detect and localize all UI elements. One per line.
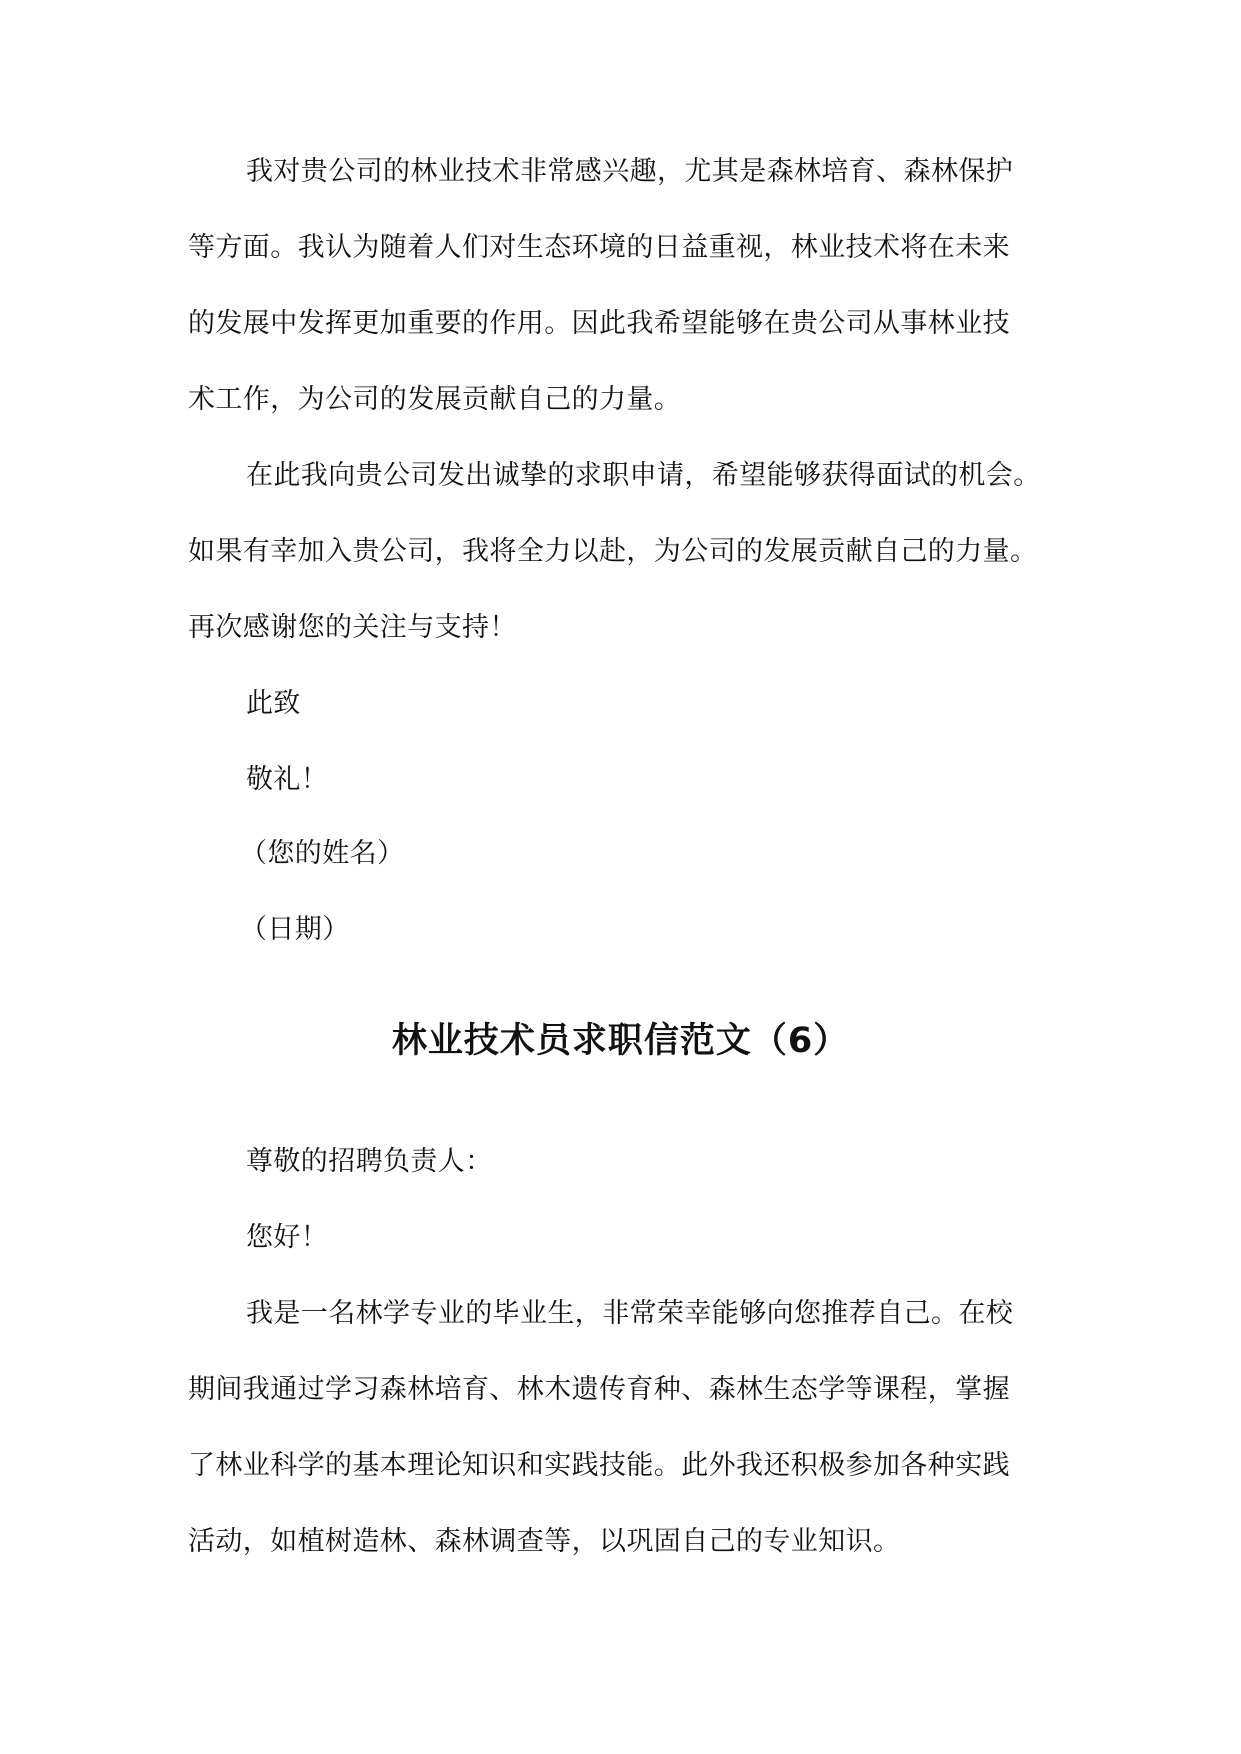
closing-line: 此致: [246, 688, 301, 719]
paragraph-line: 等方面。我认为随着人们对生态环境的日益重视，林业技术将在未来: [188, 232, 1010, 263]
paragraph-line: 了林业科学的基本理论知识和实践技能。此外我还积极参加各种实践: [188, 1450, 1010, 1481]
closing-regards: 敬礼！: [246, 764, 329, 795]
paragraph-line: 期间我通过学习森林培育、林木遗传育种、森林生态学等课程，掌握: [188, 1374, 1010, 1405]
paragraph-line: 再次感谢您的关注与支持！: [188, 612, 517, 643]
paragraph-line: 如果有幸加入贵公司，我将全力以赴，为公司的发展贡献自己的力量。: [188, 536, 1038, 567]
salutation: 尊敬的招聘负责人：: [246, 1146, 493, 1177]
name-placeholder: （您的姓名）: [240, 838, 405, 869]
paragraph-line: 术工作，为公司的发展贡献自己的力量。: [188, 384, 682, 415]
paragraph-line: 我是一名林学专业的毕业生，非常荣幸能够向您推荐自己。在校: [246, 1298, 1014, 1329]
paragraph-line: 活动，如植树造林、森林调查等，以巩固自己的专业知识。: [188, 1526, 901, 1557]
paragraph-line: 我对贵公司的林业技术非常感兴趣，尤其是森林培育、森林保护: [246, 156, 1014, 187]
paragraph-line: 在此我向贵公司发出诚挚的求职申请，希望能够获得面试的机会。: [246, 460, 1041, 491]
section-title: 林业技术员求职信范文（6）: [391, 1021, 850, 1061]
greeting: 您好！: [246, 1222, 329, 1253]
date-placeholder: （日期）: [240, 914, 350, 945]
paragraph-line: 的发展中发挥更加重要的作用。因此我希望能够在贵公司从事林业技: [188, 308, 1010, 339]
